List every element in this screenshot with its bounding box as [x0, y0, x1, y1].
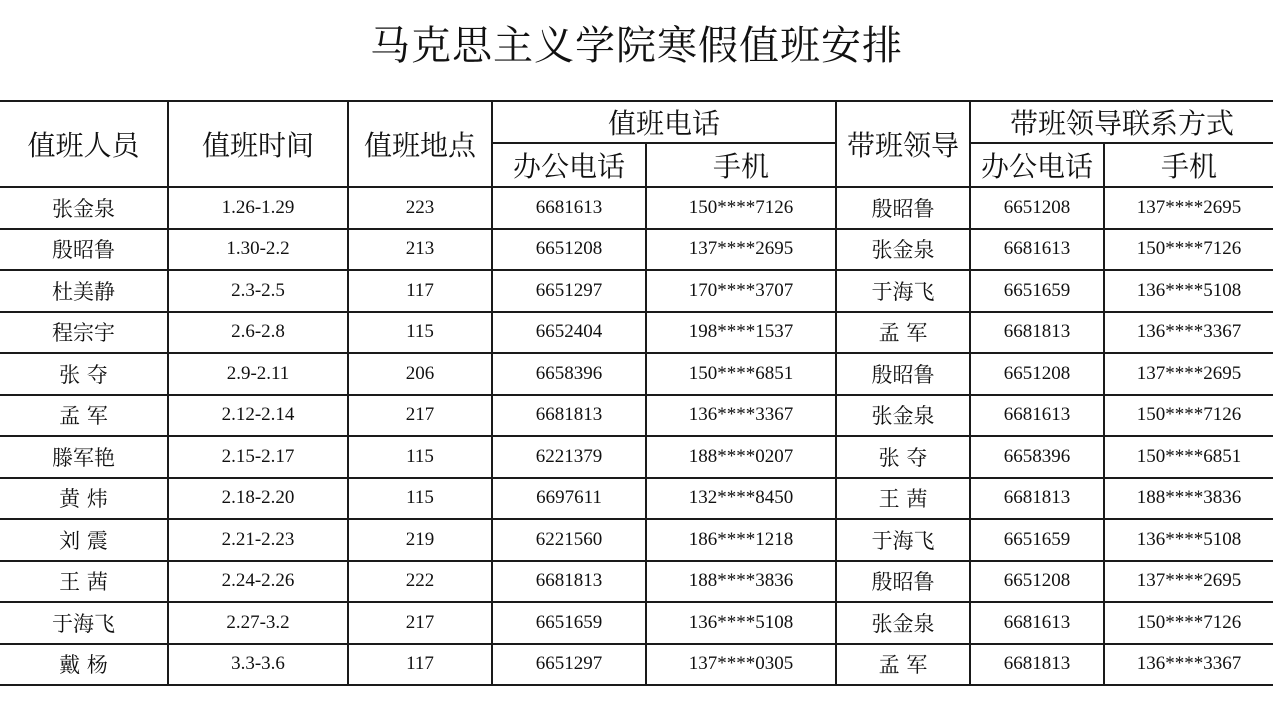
cell-leader-mobile: 188****3836	[1104, 478, 1273, 520]
table-row	[0, 644, 1273, 686]
cell-mobile: 132****8450	[646, 478, 836, 520]
cell-mobile: 137****0305	[646, 644, 836, 686]
table-row	[0, 478, 1273, 520]
col-header-location: 值班地点	[348, 101, 492, 187]
cell-time: 3.3-3.6	[168, 644, 348, 686]
cell-location: 223	[348, 187, 492, 229]
table-row	[0, 395, 1273, 437]
cell-staff: 孟 军	[0, 395, 168, 437]
cell-mobile: 188****0207	[646, 436, 836, 478]
col-header-leader-contact: 带班领导联系方式	[970, 101, 1273, 143]
cell-leader-mobile: 136****5108	[1104, 270, 1273, 312]
cell-leader-mobile: 150****7126	[1104, 229, 1273, 271]
col-header-staff: 值班人员	[0, 101, 168, 187]
cell-leader-office-phone: 6651208	[970, 561, 1104, 603]
cell-leader: 孟 军	[836, 312, 970, 354]
schedule-body	[0, 187, 1273, 685]
cell-location: 217	[348, 602, 492, 644]
cell-leader: 孟 军	[836, 644, 970, 686]
cell-leader-mobile: 136****5108	[1104, 519, 1273, 561]
cell-location: 115	[348, 436, 492, 478]
cell-leader: 殷昭鲁	[836, 561, 970, 603]
cell-leader-mobile: 137****2695	[1104, 187, 1273, 229]
cell-time: 1.30-2.2	[168, 229, 348, 271]
cell-mobile: 150****7126	[646, 187, 836, 229]
table-row	[0, 187, 1273, 229]
cell-mobile: 150****6851	[646, 353, 836, 395]
cell-leader-office-phone: 6658396	[970, 436, 1104, 478]
cell-time: 2.6-2.8	[168, 312, 348, 354]
header-row	[0, 101, 1273, 143]
cell-leader-office-phone: 6651659	[970, 519, 1104, 561]
cell-location: 213	[348, 229, 492, 271]
table-row	[0, 353, 1273, 395]
col-header-duty-phone: 值班电话	[492, 101, 836, 143]
cell-location: 222	[348, 561, 492, 603]
cell-leader-mobile: 137****2695	[1104, 561, 1273, 603]
cell-mobile: 186****1218	[646, 519, 836, 561]
cell-leader: 张金泉	[836, 229, 970, 271]
cell-leader-office-phone: 6651208	[970, 353, 1104, 395]
cell-staff: 殷昭鲁	[0, 229, 168, 271]
cell-leader-office-phone: 6651659	[970, 270, 1104, 312]
cell-location: 219	[348, 519, 492, 561]
cell-leader: 殷昭鲁	[836, 187, 970, 229]
table-row	[0, 270, 1273, 312]
cell-staff: 程宗宇	[0, 312, 168, 354]
cell-time: 2.3-2.5	[168, 270, 348, 312]
cell-time: 2.12-2.14	[168, 395, 348, 437]
cell-leader-mobile: 136****3367	[1104, 644, 1273, 686]
cell-staff: 刘 震	[0, 519, 168, 561]
cell-leader-office-phone: 6681813	[970, 478, 1104, 520]
cell-office-phone: 6681813	[492, 395, 646, 437]
cell-office-phone: 6221379	[492, 436, 646, 478]
cell-office-phone: 6651208	[492, 229, 646, 271]
cell-leader-office-phone: 6681813	[970, 312, 1104, 354]
cell-leader-mobile: 150****6851	[1104, 436, 1273, 478]
cell-office-phone: 6651659	[492, 602, 646, 644]
cell-leader: 张金泉	[836, 602, 970, 644]
cell-leader: 于海飞	[836, 270, 970, 312]
page-title: 马克思主义学院寒假值班安排	[370, 23, 903, 69]
cell-leader: 张 夺	[836, 436, 970, 478]
cell-staff: 王 茜	[0, 561, 168, 603]
cell-leader-office-phone: 6681613	[970, 229, 1104, 271]
cell-staff: 张金泉	[0, 187, 168, 229]
cell-leader-office-phone: 6681813	[970, 644, 1104, 686]
cell-staff: 滕军艳	[0, 436, 168, 478]
cell-leader-mobile: 136****3367	[1104, 312, 1273, 354]
cell-leader-office-phone: 6681613	[970, 602, 1104, 644]
table-row	[0, 312, 1273, 354]
cell-leader-office-phone: 6681613	[970, 395, 1104, 437]
col-header-time: 值班时间	[168, 101, 348, 187]
cell-leader: 王 茜	[836, 478, 970, 520]
cell-location: 115	[348, 478, 492, 520]
cell-staff: 于海飞	[0, 602, 168, 644]
table-row	[0, 602, 1273, 644]
cell-office-phone: 6652404	[492, 312, 646, 354]
col-header-office-phone: 办公电话	[492, 143, 646, 187]
col-header-mobile: 手机	[646, 143, 836, 187]
table-row	[0, 519, 1273, 561]
col-header-leader-mobile: 手机	[1104, 143, 1273, 187]
cell-mobile: 188****3836	[646, 561, 836, 603]
duty-schedule-table	[0, 100, 1273, 686]
cell-leader: 张金泉	[836, 395, 970, 437]
cell-leader-office-phone: 6651208	[970, 187, 1104, 229]
cell-mobile: 136****3367	[646, 395, 836, 437]
cell-staff: 杜美静	[0, 270, 168, 312]
cell-location: 115	[348, 312, 492, 354]
cell-staff: 黄 炜	[0, 478, 168, 520]
col-header-leader: 带班领导	[836, 101, 970, 187]
cell-time: 2.27-3.2	[168, 602, 348, 644]
cell-leader-mobile: 150****7126	[1104, 395, 1273, 437]
cell-leader: 殷昭鲁	[836, 353, 970, 395]
cell-mobile: 170****3707	[646, 270, 836, 312]
cell-leader: 于海飞	[836, 519, 970, 561]
cell-office-phone: 6651297	[492, 644, 646, 686]
cell-time: 2.9-2.11	[168, 353, 348, 395]
cell-time: 2.15-2.17	[168, 436, 348, 478]
cell-office-phone: 6651297	[492, 270, 646, 312]
cell-time: 2.18-2.20	[168, 478, 348, 520]
cell-location: 206	[348, 353, 492, 395]
cell-office-phone: 6681613	[492, 187, 646, 229]
cell-office-phone: 6658396	[492, 353, 646, 395]
cell-time: 1.26-1.29	[168, 187, 348, 229]
cell-time: 2.21-2.23	[168, 519, 348, 561]
cell-location: 117	[348, 644, 492, 686]
cell-office-phone: 6681813	[492, 561, 646, 603]
cell-office-phone: 6697611	[492, 478, 646, 520]
table-row	[0, 436, 1273, 478]
cell-staff: 张 夺	[0, 353, 168, 395]
cell-mobile: 198****1537	[646, 312, 836, 354]
cell-time: 2.24-2.26	[168, 561, 348, 603]
cell-staff: 戴 杨	[0, 644, 168, 686]
cell-location: 117	[348, 270, 492, 312]
col-header-leader-office-phone: 办公电话	[970, 143, 1104, 187]
cell-office-phone: 6221560	[492, 519, 646, 561]
table-row	[0, 229, 1273, 271]
cell-location: 217	[348, 395, 492, 437]
cell-leader-mobile: 137****2695	[1104, 353, 1273, 395]
cell-leader-mobile: 150****7126	[1104, 602, 1273, 644]
cell-mobile: 136****5108	[646, 602, 836, 644]
table-row	[0, 561, 1273, 603]
cell-mobile: 137****2695	[646, 229, 836, 271]
